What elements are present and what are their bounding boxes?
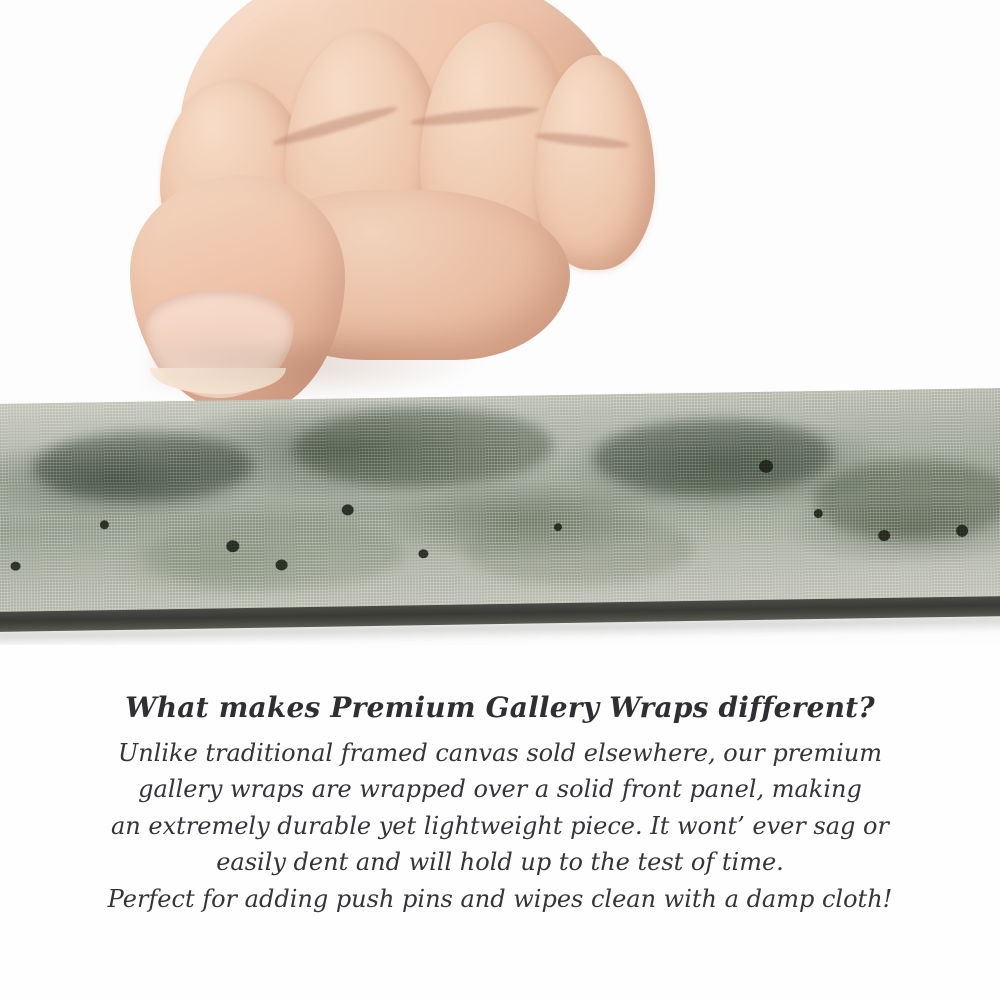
caption-line: an extremely durable yet lightweight piece. It wont’ ever sag or xyxy=(111,811,889,840)
gallery-wrap-canvas xyxy=(0,388,1000,636)
caption-headline: What makes Premium Gallery Wraps different? xyxy=(125,691,875,724)
canvas-weave-texture xyxy=(0,388,1000,614)
hand-illustration xyxy=(120,0,680,430)
caption-block xyxy=(0,690,1000,917)
caption-line: easily dent and will hold up to the test of time. xyxy=(216,848,784,877)
hand-shadow xyxy=(150,340,480,400)
canvas-printed-face xyxy=(0,388,1000,614)
caption-line: Perfect for adding push pins and wipes clean with a damp cloth! xyxy=(107,884,893,913)
caption-line: Unlike traditional framed canvas sold elsewhere, our premium xyxy=(117,739,882,767)
caption-line: gallery wraps are wrapped over a solid front panel, making xyxy=(138,775,862,804)
